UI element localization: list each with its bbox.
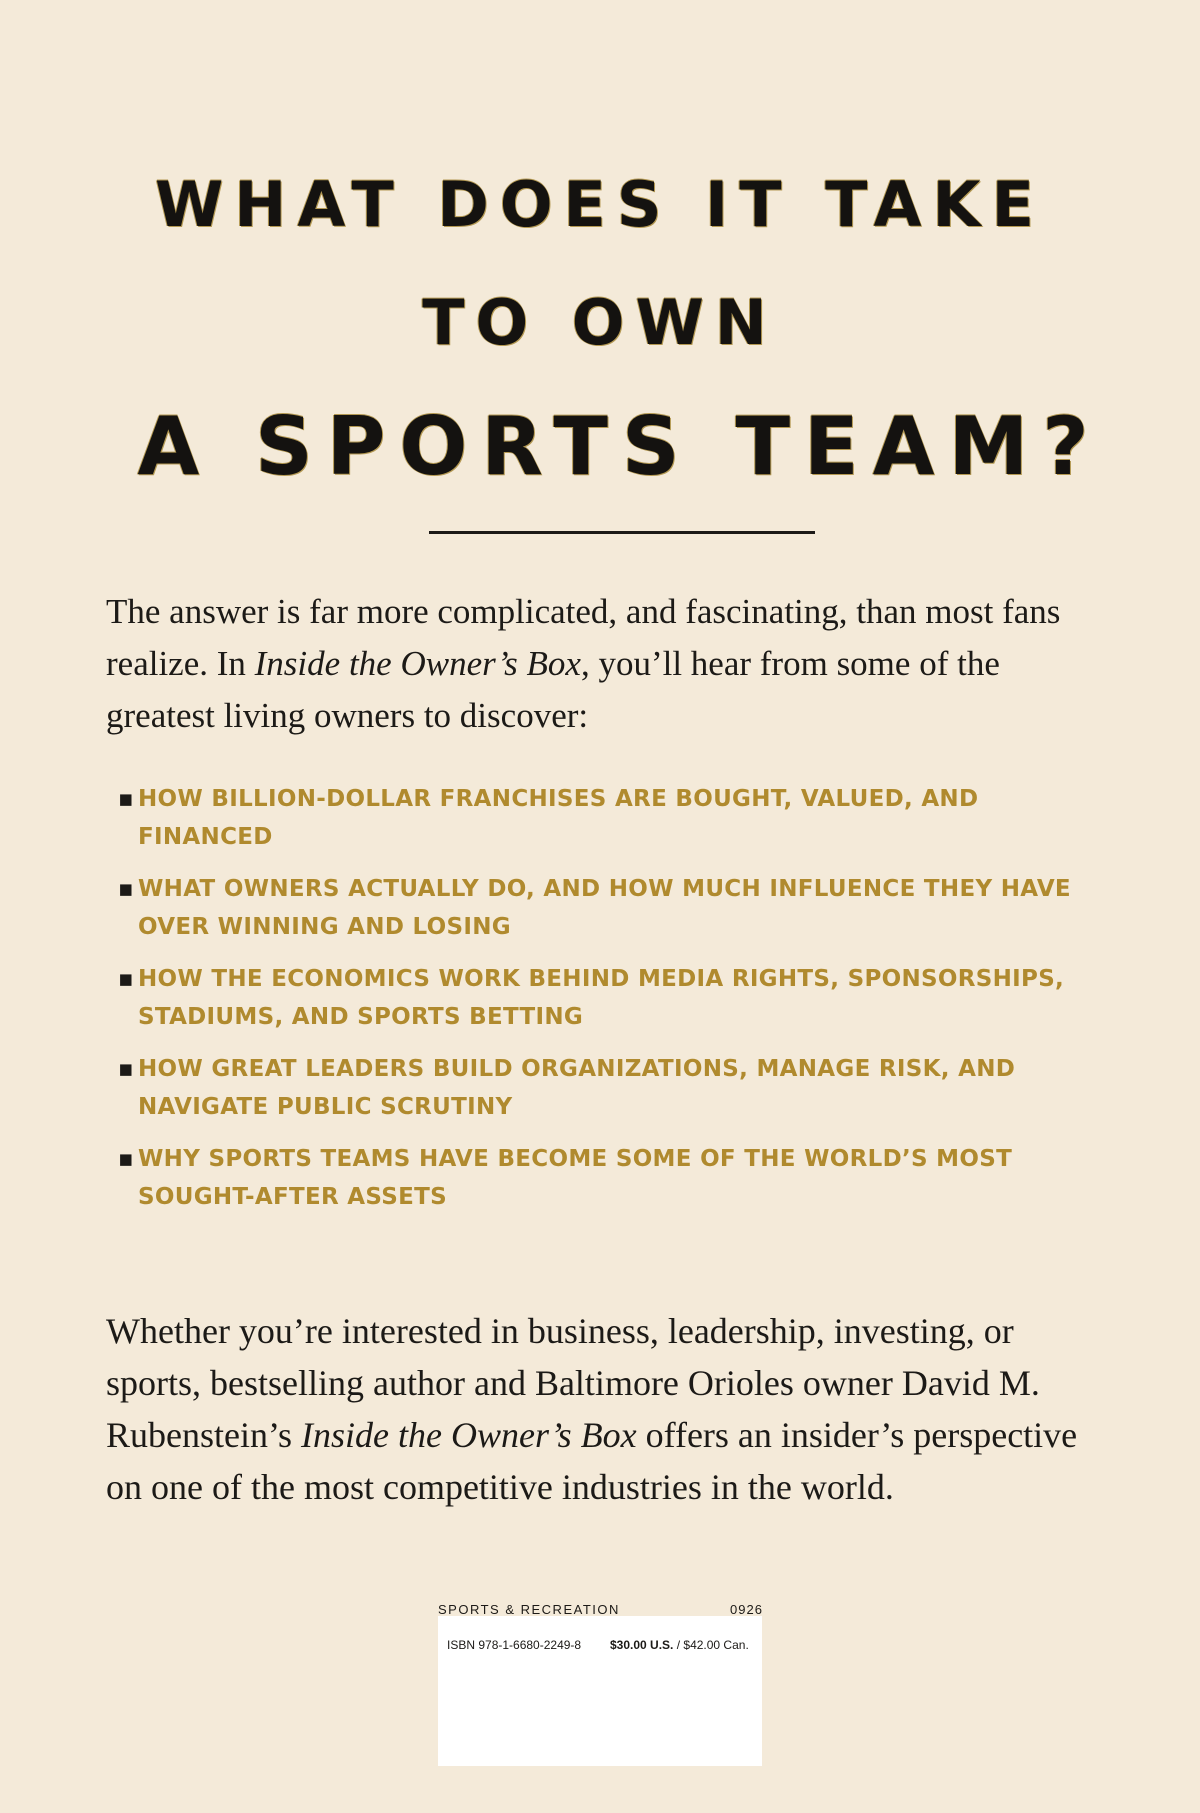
- bullet-square-icon: ▪: [118, 1146, 134, 1172]
- list-item: [118, 780, 1098, 856]
- closing-book-title: Inside the Owner’s Box: [301, 1415, 637, 1455]
- bullet-square-icon: ▪: [118, 966, 134, 992]
- divider-rule: [429, 531, 815, 534]
- list-item-text: WHAT OWNERS ACTUALLY DO, AND HOW MUCH INFLUENCE THEY HAVE OVER WINNING AND LOSING: [138, 876, 1071, 940]
- category-label: SPORTS & RECREATION: [438, 1602, 620, 1617]
- intro-book-title: Inside the Owner’s Box: [254, 644, 581, 683]
- intro-text-before: The answer is far more complicated, and fascinating, than most fans realize. In: [106, 592, 1061, 683]
- list-item-text: HOW BILLION-DOLLAR FRANCHISES ARE BOUGHT, VALUED, AND FINANCED: [138, 786, 979, 850]
- list-item-text: HOW THE ECONOMICS WORK BEHIND MEDIA RIGHTS, SPONSORSHIPS, STADIUMS, AND SPORTS BETTING: [138, 966, 1065, 1030]
- bullet-square-icon: ▪: [118, 786, 134, 812]
- price-can: $42.00 Can.: [683, 1638, 749, 1652]
- price-separator: /: [673, 1638, 684, 1652]
- list-item-text: WHY SPORTS TEAMS HAVE BECOME SOME OF THE WORLD’S MOST SOUGHT-AFTER ASSETS: [138, 1146, 1013, 1210]
- closing-text-before: Whether you’re interested in business, leadership, investing, or sports, bestselling author and Baltimore Orioles owner David M. Rubenstein’s: [106, 1311, 1040, 1455]
- headline-line-1: WHAT DOES IT TAKE: [155, 168, 1045, 241]
- headline-line-3: A SPORTS TEAM?: [137, 400, 1103, 493]
- list-item-text: HOW GREAT LEADERS BUILD ORGANIZATIONS, MANAGE RISK, AND NAVIGATE PUBLIC SCRUTINY: [138, 1056, 1016, 1120]
- list-item: [118, 870, 1098, 946]
- list-item: [118, 960, 1098, 1036]
- bullet-square-icon: ▪: [118, 1056, 134, 1082]
- closing-paragraph: [106, 1305, 1116, 1513]
- headline-line-2: TO OWN: [422, 286, 778, 359]
- intro-paragraph: [106, 586, 1116, 742]
- feature-list: [118, 780, 1098, 1230]
- bullet-square-icon: ▪: [118, 876, 134, 902]
- isbn-label: ISBN 978-1-6680-2249-8: [447, 1638, 582, 1652]
- closing-text-after: offers an insider’s perspective on one of the most competitive industries in the world.: [106, 1415, 1078, 1507]
- price-code: 0926: [730, 1602, 763, 1617]
- intro-text-after: , you’ll hear from some of the greatest living owners to discover:: [106, 644, 1000, 735]
- list-item: [118, 1050, 1098, 1126]
- price-label: [610, 1638, 749, 1652]
- price-us: $30.00 U.S.: [610, 1638, 674, 1652]
- list-item: [118, 1140, 1098, 1216]
